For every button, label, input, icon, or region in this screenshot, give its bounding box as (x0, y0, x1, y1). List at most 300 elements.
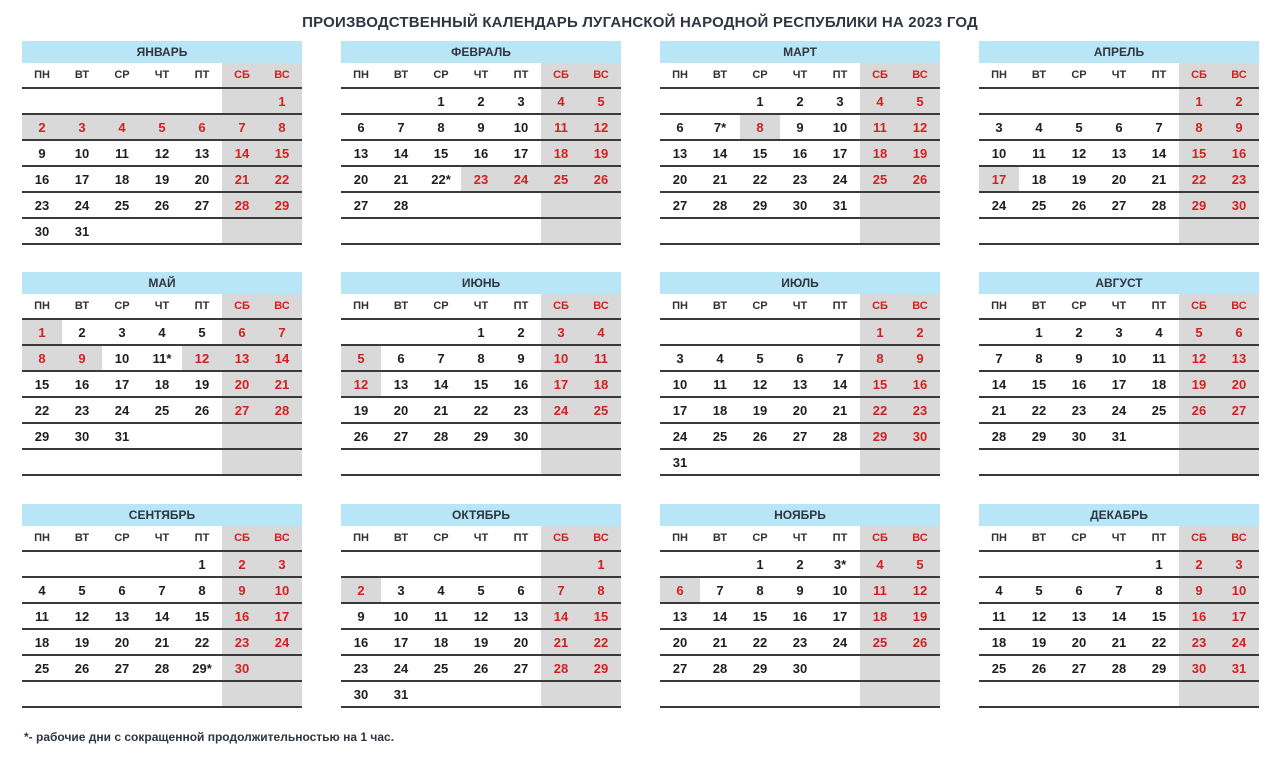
week-row (22, 398, 302, 424)
weekday-label: ЧТ (154, 300, 170, 312)
day-cell: 26 (473, 661, 489, 676)
weekday-header-row (22, 63, 302, 89)
day-cell: 21 (712, 635, 728, 650)
empty-day-cell (142, 682, 182, 706)
weekday-label: СР (114, 532, 130, 544)
weekday-label: ВС (1219, 63, 1259, 87)
month-8 (979, 272, 1259, 476)
day-cell: 20 (792, 403, 808, 418)
day-cell: 5 (900, 89, 940, 113)
day-cell: 4 (102, 115, 142, 139)
day-cell: 4 (716, 351, 724, 366)
month-5 (22, 272, 302, 476)
day-cell: 5 (756, 351, 764, 366)
empty-day-cell (660, 219, 700, 243)
day-cell: 24 (262, 630, 302, 654)
weekday-label: ВС (900, 526, 940, 550)
day-cell: 20 (1111, 172, 1127, 187)
weekday-header-row (979, 63, 1259, 89)
empty-day-cell (421, 450, 461, 474)
empty-day-cell (1139, 682, 1179, 706)
day-cell: 10 (541, 346, 581, 370)
day-cell: 17 (393, 635, 409, 650)
day-cell: 26 (154, 198, 170, 213)
empty-day-cell (660, 320, 700, 344)
day-cell: 26 (1031, 661, 1047, 676)
day-cell: 16 (353, 635, 369, 650)
day-cell: 17 (979, 167, 1019, 191)
week-row (979, 320, 1259, 346)
day-cell: 1 (1155, 557, 1163, 572)
day-cell: 21 (832, 403, 848, 418)
empty-day-cell (1179, 219, 1219, 243)
day-cell: 16 (1219, 141, 1259, 165)
day-cell: 25 (860, 630, 900, 654)
empty-day-cell (142, 219, 182, 243)
day-cell: 14 (393, 146, 409, 161)
day-cell: 20 (672, 172, 688, 187)
month-name: ФЕВРАЛЬ (341, 41, 621, 63)
day-cell: 10 (991, 146, 1007, 161)
day-cell: 3 (541, 320, 581, 344)
day-cell: 13 (1071, 609, 1087, 624)
day-cell: 6 (660, 578, 700, 602)
month-9 (22, 504, 302, 708)
week-row (22, 346, 302, 372)
empty-day-cell (700, 219, 740, 243)
day-cell: 23 (222, 630, 262, 654)
day-cell: 15 (34, 377, 50, 392)
day-cell: 8 (1035, 351, 1043, 366)
empty-day-cell (900, 193, 940, 217)
day-cell: 9 (222, 578, 262, 602)
empty-day-cell (1099, 552, 1139, 576)
week-row (22, 320, 302, 346)
day-cell: 5 (1035, 583, 1043, 598)
day-cell: 13 (672, 146, 688, 161)
weekday-label: ПН (991, 300, 1007, 312)
week-row (341, 346, 621, 372)
weekday-label: ВС (1219, 526, 1259, 550)
day-cell: 22 (860, 398, 900, 422)
weekday-label: ВТ (1031, 69, 1047, 81)
day-cell: 3 (262, 552, 302, 576)
empty-day-cell (501, 193, 541, 217)
day-cell: 19 (900, 604, 940, 628)
day-cell: 25 (860, 167, 900, 191)
weekday-label: СБ (541, 63, 581, 87)
empty-day-cell (541, 424, 581, 448)
week-row (979, 89, 1259, 115)
day-cell: 29 (262, 193, 302, 217)
day-cell: 19 (1031, 635, 1047, 650)
empty-day-cell (222, 89, 262, 113)
weekday-label: СР (433, 532, 449, 544)
day-cell: 21 (991, 403, 1007, 418)
day-cell: 18 (541, 141, 581, 165)
empty-day-cell (860, 219, 900, 243)
day-cell: 29 (473, 429, 489, 444)
weekday-label: СБ (860, 63, 900, 87)
weekday-label: СР (1071, 300, 1087, 312)
weekday-label: ВТ (712, 532, 728, 544)
day-cell: 23 (353, 661, 369, 676)
day-cell: 7 (995, 351, 1003, 366)
day-cell: 31 (393, 687, 409, 702)
empty-day-cell (102, 89, 142, 113)
day-cell: 14 (154, 609, 170, 624)
day-cell: 6 (118, 583, 126, 598)
empty-day-cell (820, 320, 860, 344)
empty-day-cell (341, 89, 381, 113)
day-cell: 6 (1075, 583, 1083, 598)
empty-day-cell (182, 682, 222, 706)
empty-day-cell (581, 450, 621, 474)
day-cell: 27 (672, 661, 688, 676)
day-cell: 9 (38, 146, 46, 161)
day-cell: 2 (22, 115, 62, 139)
day-cell: 25 (541, 167, 581, 191)
day-cell: 20 (222, 372, 262, 396)
empty-day-cell (860, 682, 900, 706)
day-cell: 30 (1219, 193, 1259, 217)
day-cell: 4 (995, 583, 1003, 598)
empty-day-cell (1059, 219, 1099, 243)
day-cell: 24 (1111, 403, 1127, 418)
day-cell: 21 (712, 172, 728, 187)
week-row (979, 450, 1259, 476)
month-3 (660, 41, 940, 245)
day-cell: 5 (78, 583, 86, 598)
day-cell: 26 (194, 403, 210, 418)
month-name: НОЯБРЬ (660, 504, 940, 526)
weekday-label: ПН (672, 69, 688, 81)
day-cell: 14 (712, 609, 728, 624)
day-cell: 7 (222, 115, 262, 139)
day-cell: 27 (672, 198, 688, 213)
day-cell: 11 (541, 115, 581, 139)
empty-day-cell (381, 450, 421, 474)
day-cell: 17 (74, 172, 90, 187)
day-cell: 18 (114, 172, 130, 187)
empty-day-cell (820, 219, 860, 243)
day-cell: 13 (792, 377, 808, 392)
day-cell: 30 (1071, 429, 1087, 444)
day-cell: 3 (62, 115, 102, 139)
week-row (22, 604, 302, 630)
day-cell: 21 (541, 630, 581, 654)
weekday-label: ПТ (1151, 300, 1167, 312)
weekday-label: ВС (581, 294, 621, 318)
empty-day-cell (581, 424, 621, 448)
day-cell: 16 (1179, 604, 1219, 628)
day-cell: 29 (34, 429, 50, 444)
day-cell: 17 (1219, 604, 1259, 628)
day-cell: 28 (393, 198, 409, 213)
empty-day-cell (660, 552, 700, 576)
weekday-label: СБ (860, 526, 900, 550)
weekday-label: ЧТ (473, 69, 489, 81)
day-cell: 27 (1111, 198, 1127, 213)
day-cell: 18 (860, 141, 900, 165)
day-cell: 6 (676, 120, 684, 135)
day-cell: 13 (393, 377, 409, 392)
weekday-label: ПТ (513, 532, 529, 544)
day-cell: 5 (341, 346, 381, 370)
week-row (22, 372, 302, 398)
empty-day-cell (700, 89, 740, 113)
day-cell: 21 (154, 635, 170, 650)
day-cell: 15 (1151, 609, 1167, 624)
empty-day-cell (1179, 424, 1219, 448)
day-cell: 10 (262, 578, 302, 602)
day-cell: 15 (860, 372, 900, 396)
day-cell: 8 (756, 583, 764, 598)
day-cell: 19 (473, 635, 489, 650)
day-cell: 9 (357, 609, 365, 624)
day-cell: 10 (393, 609, 409, 624)
day-cell: 9 (796, 583, 804, 598)
empty-day-cell (900, 656, 940, 680)
weekday-label: ЧТ (1111, 69, 1127, 81)
weekday-label: СР (114, 69, 130, 81)
empty-day-cell (1219, 682, 1259, 706)
day-cell: 5 (900, 552, 940, 576)
weekday-label: ПТ (513, 300, 529, 312)
empty-day-cell (780, 450, 820, 474)
day-cell: 18 (991, 635, 1007, 650)
empty-day-cell (182, 89, 222, 113)
day-cell: 13 (1111, 146, 1127, 161)
day-cell: 5 (1075, 120, 1083, 135)
day-cell: 9 (1075, 351, 1083, 366)
day-cell: 19 (900, 141, 940, 165)
day-cell: 24 (74, 198, 90, 213)
day-cell: 4 (1155, 325, 1163, 340)
day-cell: 16 (792, 146, 808, 161)
day-cell: 25 (1151, 403, 1167, 418)
week-row (341, 578, 621, 604)
day-cell: 8 (22, 346, 62, 370)
week-row (341, 167, 621, 193)
day-cell: 8 (198, 583, 206, 598)
day-cell: 29 (1179, 193, 1219, 217)
empty-day-cell (381, 320, 421, 344)
week-row (660, 398, 940, 424)
weekday-label: СБ (222, 294, 262, 318)
day-cell: 24 (501, 167, 541, 191)
day-cell: 5 (477, 583, 485, 598)
weekday-header-row (341, 526, 621, 552)
day-cell: 9 (796, 120, 804, 135)
empty-day-cell (1019, 682, 1059, 706)
empty-day-cell (780, 320, 820, 344)
week-row (660, 630, 940, 656)
weekday-label: СБ (222, 526, 262, 550)
day-cell: 1 (1035, 325, 1043, 340)
day-cell: 22 (752, 635, 768, 650)
day-cell: 30 (792, 661, 808, 676)
day-cell: 30 (792, 198, 808, 213)
week-row (660, 372, 940, 398)
day-cell: 1 (437, 94, 445, 109)
day-cell: 11 (115, 146, 129, 161)
day-cell: 10 (672, 377, 688, 392)
weekday-label: СБ (541, 526, 581, 550)
day-cell: 13 (1219, 346, 1259, 370)
day-cell: 25 (712, 429, 728, 444)
empty-day-cell (102, 682, 142, 706)
empty-day-cell (341, 219, 381, 243)
day-cell: 14 (433, 377, 449, 392)
week-row (341, 320, 621, 346)
weekday-header-row (660, 294, 940, 320)
day-cell: 21 (433, 403, 449, 418)
empty-day-cell (1179, 450, 1219, 474)
day-cell: 2 (78, 325, 86, 340)
empty-day-cell (979, 320, 1019, 344)
day-cell: 8 (262, 115, 302, 139)
day-cell: 31 (1219, 656, 1259, 680)
weekday-label: ВС (581, 63, 621, 87)
day-cell: 3 (676, 351, 684, 366)
day-cell: 11 (713, 377, 727, 392)
empty-day-cell (142, 89, 182, 113)
week-row (660, 89, 940, 115)
day-cell: 17 (832, 146, 848, 161)
day-cell: 22 (1179, 167, 1219, 191)
day-cell: 14 (222, 141, 262, 165)
empty-day-cell (780, 682, 820, 706)
week-row (22, 219, 302, 245)
day-cell: 5 (1179, 320, 1219, 344)
empty-day-cell (421, 552, 461, 576)
day-cell: 10 (832, 120, 848, 135)
empty-day-cell (979, 450, 1019, 474)
empty-day-cell (262, 219, 302, 243)
day-cell: 13 (114, 609, 130, 624)
day-cell: 15 (262, 141, 302, 165)
month-name: ИЮЛЬ (660, 272, 940, 294)
weekday-label: ПТ (194, 300, 210, 312)
empty-day-cell (979, 682, 1019, 706)
day-cell: 16 (900, 372, 940, 396)
day-cell: 30 (1179, 656, 1219, 680)
weekday-header-row (341, 294, 621, 320)
day-cell: 3 (118, 325, 126, 340)
weekday-label: ВС (900, 294, 940, 318)
empty-day-cell (1219, 450, 1259, 474)
day-cell: 9 (1219, 115, 1259, 139)
day-cell: 25 (114, 198, 130, 213)
empty-day-cell (501, 682, 541, 706)
day-cell: 17 (262, 604, 302, 628)
empty-day-cell (541, 219, 581, 243)
day-cell: 27 (1219, 398, 1259, 422)
day-cell: 2 (477, 94, 485, 109)
empty-day-cell (341, 552, 381, 576)
weekday-header-row (660, 526, 940, 552)
weekday-label: СБ (222, 63, 262, 87)
day-cell: 14 (832, 377, 848, 392)
day-cell: 16 (34, 172, 50, 187)
day-cell: 7 (262, 320, 302, 344)
week-row (341, 115, 621, 141)
week-row (660, 552, 940, 578)
day-cell: 8 (740, 115, 780, 139)
day-cell: 14 (541, 604, 581, 628)
empty-day-cell (900, 682, 940, 706)
day-cell: 15 (433, 146, 449, 161)
day-cell: 29 (1151, 661, 1167, 676)
day-cell: 1 (198, 557, 206, 572)
week-row (979, 682, 1259, 708)
day-cell: 27 (194, 198, 210, 213)
week-row (979, 604, 1259, 630)
day-cell: 7 (541, 578, 581, 602)
day-cell: 20 (672, 635, 688, 650)
empty-day-cell (581, 682, 621, 706)
empty-day-cell (341, 320, 381, 344)
day-cell: 7 (836, 351, 844, 366)
empty-day-cell (142, 450, 182, 474)
day-cell: 19 (194, 377, 210, 392)
weekday-label: ЧТ (1111, 532, 1127, 544)
day-cell: 15 (194, 609, 210, 624)
day-cell: 24 (832, 635, 848, 650)
day-cell: 16 (74, 377, 90, 392)
day-cell: 23 (792, 635, 808, 650)
day-cell: 23 (461, 167, 501, 191)
day-cell: 25 (991, 661, 1007, 676)
week-row (660, 578, 940, 604)
month-name: ЯНВАРЬ (22, 41, 302, 63)
day-cell: 19 (752, 403, 768, 418)
weekday-label: ВТ (74, 69, 90, 81)
empty-day-cell (1219, 219, 1259, 243)
empty-day-cell (780, 219, 820, 243)
day-cell: 18 (1031, 172, 1047, 187)
day-cell: 3 (836, 94, 844, 109)
week-row (22, 167, 302, 193)
day-cell: 2 (1075, 325, 1083, 340)
day-cell: 6 (796, 351, 804, 366)
day-cell: 7 (1115, 583, 1123, 598)
week-row (979, 656, 1259, 682)
day-cell: 12 (1179, 346, 1219, 370)
day-cell: 4 (860, 89, 900, 113)
day-cell: 3 (995, 120, 1003, 135)
weekday-label: ВТ (393, 532, 409, 544)
day-cell: 16 (473, 146, 489, 161)
day-cell: 26 (752, 429, 768, 444)
day-cell: 1 (22, 320, 62, 344)
week-row (341, 552, 621, 578)
empty-day-cell (1139, 424, 1179, 448)
day-cell: 16 (513, 377, 529, 392)
day-cell: 11 (860, 578, 900, 602)
day-cell: 20 (1071, 635, 1087, 650)
weekday-label: ВТ (393, 69, 409, 81)
weekday-header-row (979, 294, 1259, 320)
weekday-label: ПТ (194, 69, 210, 81)
empty-day-cell (182, 450, 222, 474)
weekday-label: СБ (541, 294, 581, 318)
month-name: АПРЕЛЬ (979, 41, 1259, 63)
week-row (979, 115, 1259, 141)
empty-day-cell (820, 682, 860, 706)
week-row (22, 424, 302, 450)
